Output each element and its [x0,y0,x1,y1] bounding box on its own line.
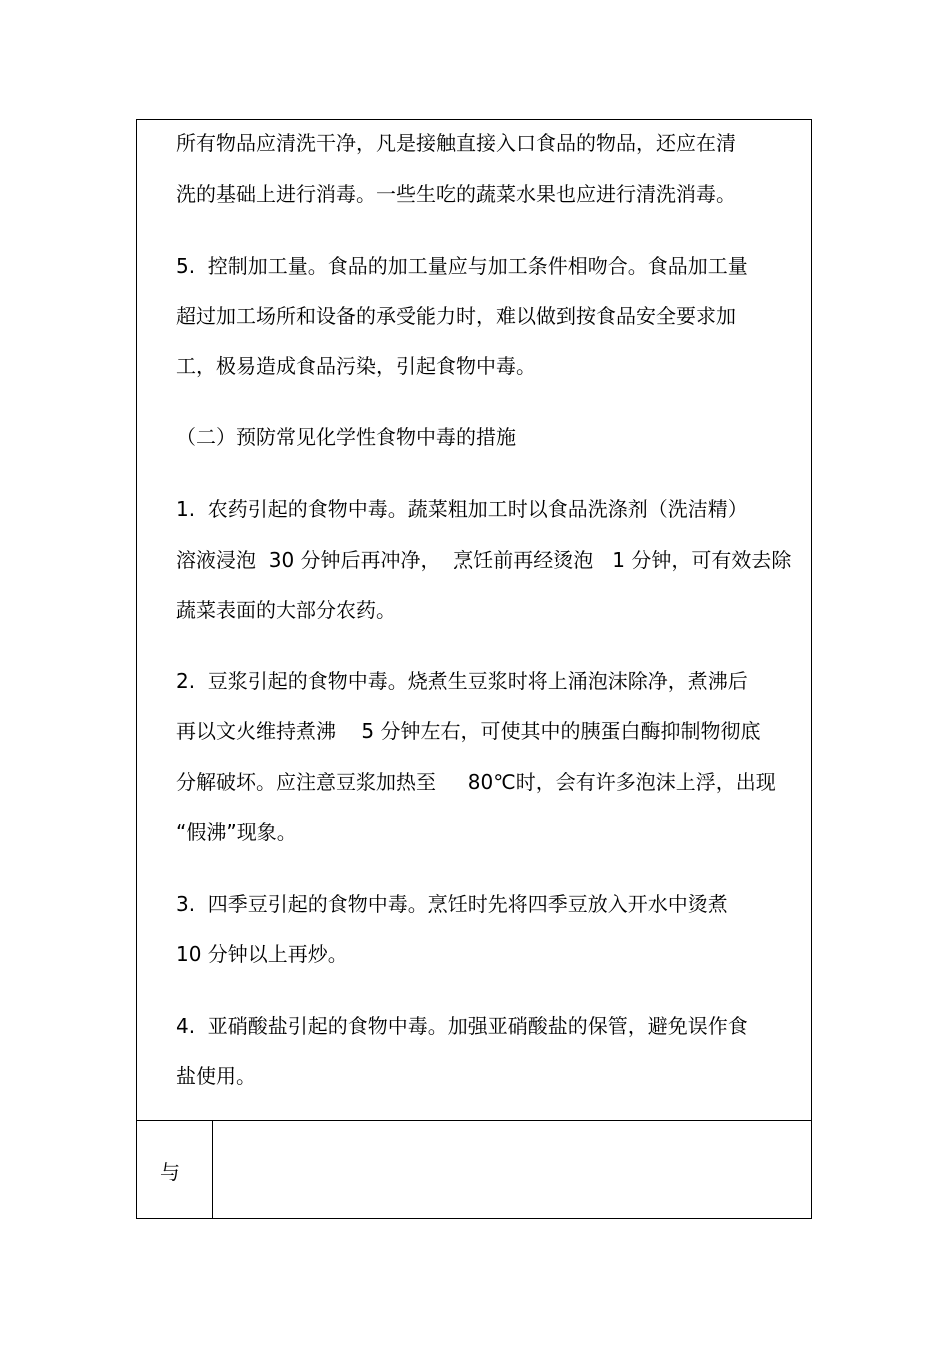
table-row-divider [136,1120,812,1121]
paragraph-line: 2. 豆浆引起的食物中毒。烧煮生豆浆时将上涌泡沫除净，煮沸后 [176,669,748,693]
paragraph-line: 再以文火维持煮沸 5 分钟左右，可使其中的胰蛋白酶抑制物彻底 [176,719,761,743]
paragraph-line: “假沸”现象。 [176,820,297,844]
table-column-divider [212,1120,213,1219]
paragraph-line: 4. 亚硝酸盐引起的食物中毒。加强亚硝酸盐的保管，避免误作食 [176,1014,748,1038]
paragraph-line: 10 分钟以上再炒。 [176,942,348,966]
paragraph-line: 1. 农药引起的食物中毒。蔬菜粗加工时以食品洗涤剂（洗洁精） [176,497,748,521]
paragraph-line: 5. 控制加工量。食品的加工量应与加工条件相吻合。食品加工量 [176,254,748,278]
section-heading: （二）预防常见化学性食物中毒的措施 [176,425,516,449]
paragraph-line: 洗的基础上进行消毒。一些生吃的蔬菜水果也应进行清洗消毒。 [176,182,736,206]
paragraph-line: 超过加工场所和设备的承受能力时，难以做到按食品安全要求加 [176,304,736,328]
paragraph-line: 盐使用。 [176,1064,256,1088]
paragraph-line: 3. 四季豆引起的食物中毒。烹饪时先将四季豆放入开水中烫煮 [176,892,728,916]
paragraph-line: 分解破坏。应注意豆浆加热至 80℃时，会有许多泡沫上浮，出现 [176,770,776,794]
table-footer-label: 与 [160,1160,180,1184]
paragraph-line: 所有物品应清洗干净，凡是接触直接入口食品的物品，还应在清 [176,131,736,155]
paragraph-line: 工，极易造成食品污染，引起食物中毒。 [176,354,536,378]
paragraph-line: 溶液浸泡 30 分钟后再冲净， 烹饪前再经烫泡 1 分钟，可有效去除 [176,548,792,572]
paragraph-line: 蔬菜表面的大部分农药。 [176,598,396,622]
